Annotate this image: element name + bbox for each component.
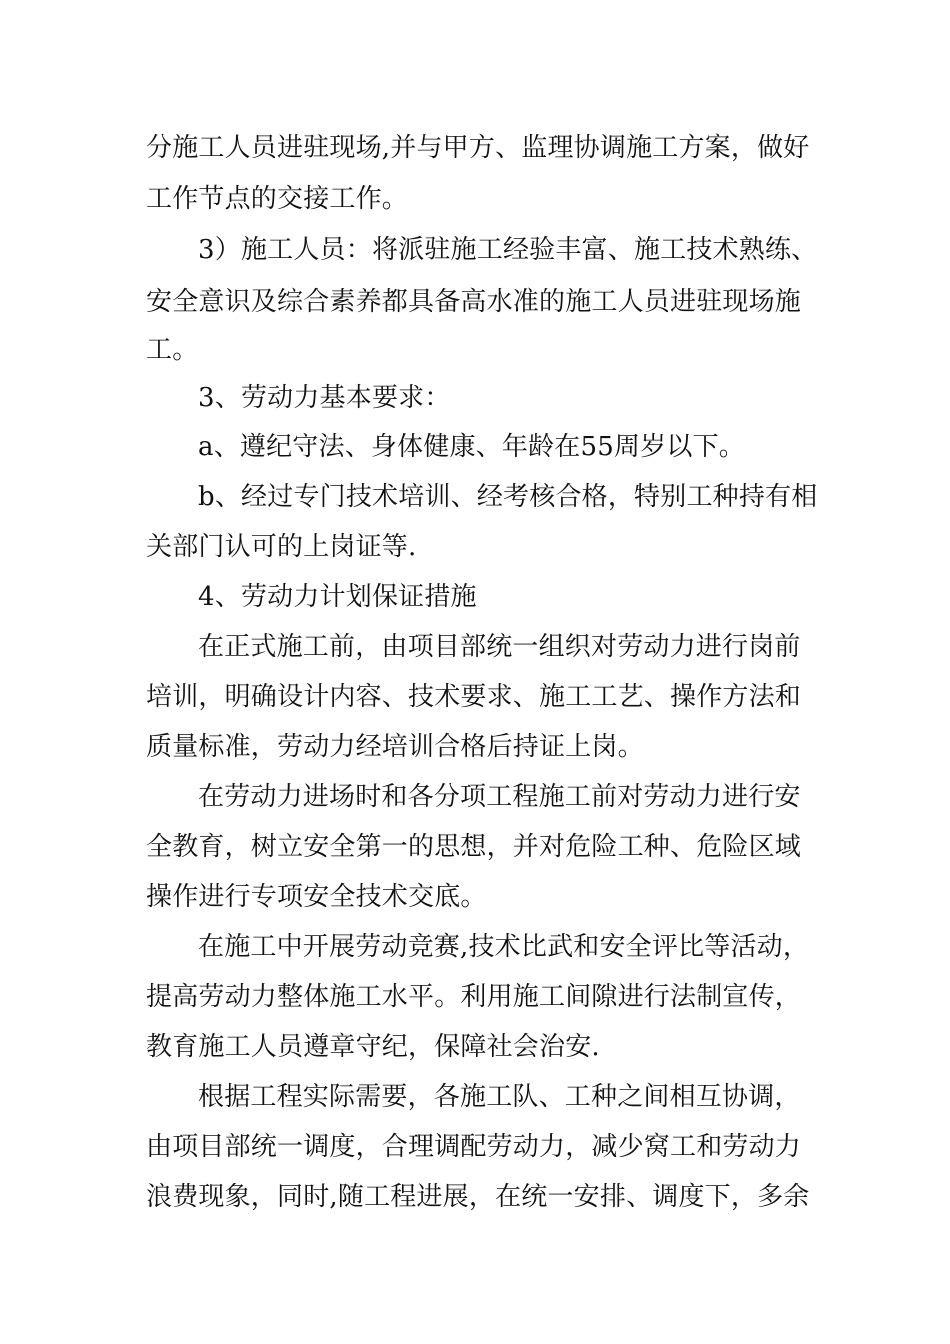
text-line-content: a、遵纪守法、身体健康、年龄在55周岁以下。 [198,432,745,462]
text-line-content: 3、劳动力基本要求： [198,383,451,413]
text-line [0,330,950,370]
text-line-content: 浪费现象，同时,随工程进展，在统一安排、调度下，多余 [146,1182,810,1212]
text-line-content: 全教育，树立安全第一的思想，并对危险工种、危险区域 [146,832,802,862]
text-line-content: 培训，明确设计内容、技术要求、施工工艺、操作方法和 [146,682,802,712]
text-line [0,927,950,967]
text-line [0,179,950,219]
text-line [0,1127,950,1167]
text-line [0,427,950,467]
text-line-content: 4、劳动力计划保证措施 [198,582,477,612]
text-line-content: 分施工人员进驻现场,并与甲方、监理协调施工方案，做好 [146,133,810,163]
text-line [0,128,950,168]
text-line-content: b、经过专门技术培训、经考核合格，特别工种持有相 [198,482,818,512]
text-line [0,577,950,617]
text-line-content: 在施工中开展劳动竞赛,技术比武和安全评比等活动， [198,932,810,962]
text-line-content: 质量标准，劳动力经培训合格后持证上岗。 [146,732,644,762]
text-line-content: 操作进行专项安全技术交底。 [146,882,487,912]
text-line [0,378,950,418]
text-line [0,977,950,1017]
text-line-content: 根据工程实际需要，各施工队、工种之间相互协调， [198,1082,801,1112]
text-line [0,1027,950,1067]
text-line [0,230,950,270]
text-line-content: 在正式施工前，由项目部统一组织对劳动力进行岗前 [198,632,801,662]
text-line [0,677,950,717]
text-line-content: 在劳动力进场时和各分项工程施工前对劳动力进行安 [198,782,801,812]
text-line-content: 安全意识及综合素养都具备高水准的施工人员进驻现场施 [146,287,802,317]
text-line-content: 教育施工人员遵章守纪，保障社会治安. [146,1032,600,1062]
text-line [0,1177,950,1217]
text-line-content: 工作节点的交接工作。 [146,184,409,214]
text-line [0,627,950,667]
text-line [0,282,950,322]
text-line-content: 3）施工人员：将派驻施工经验丰富、施工技术熟练、 [198,235,818,265]
text-line [0,727,950,767]
text-line [0,877,950,917]
text-line [0,827,950,867]
text-line [0,1077,950,1117]
text-line-content: 关部门认可的上岗证等. [146,532,417,562]
text-line-content: 由项目部统一调度，合理调配劳动力，减少窝工和劳动力 [146,1132,802,1162]
text-line [0,777,950,817]
text-line-content: 工。 [146,335,199,365]
text-line [0,527,950,567]
text-line [0,477,950,517]
text-line-content: 提高劳动力整体施工水平。利用施工间隙进行法制宣传， [146,982,802,1012]
